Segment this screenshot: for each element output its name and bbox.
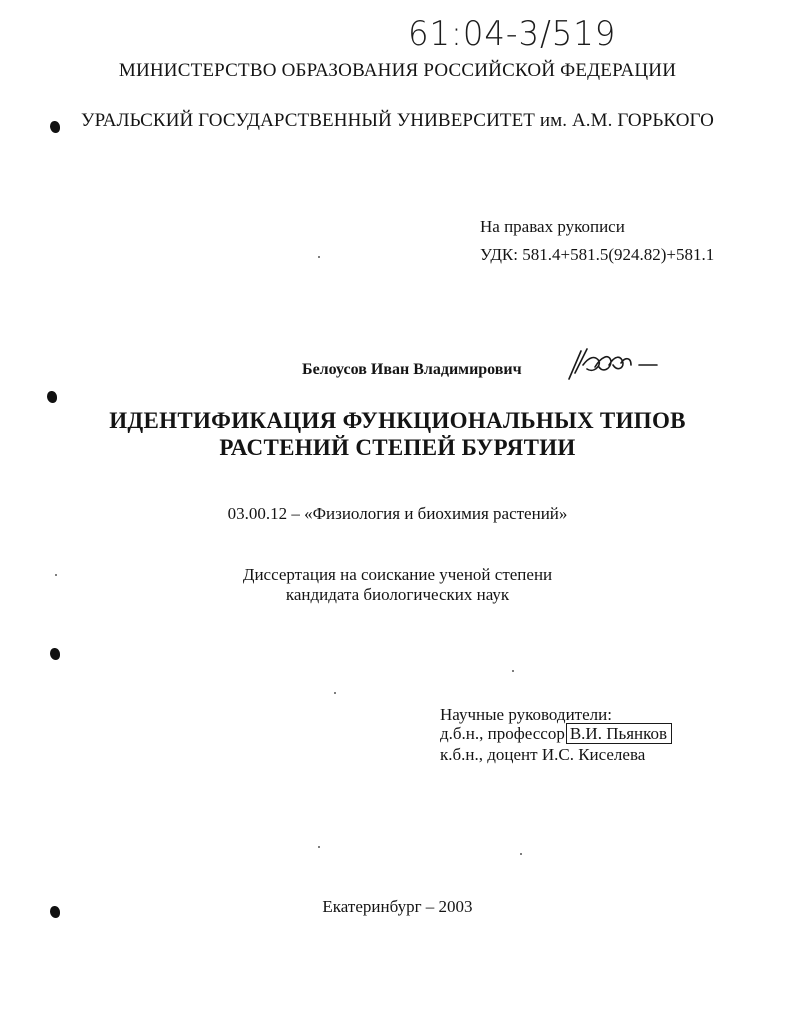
degree-line2: кандидата биологических наук [285, 585, 510, 604]
supervisor-first-title: д.б.н., профессор [440, 724, 565, 743]
scan-speck [318, 846, 320, 848]
scan-mark [50, 648, 60, 660]
supervisor-first [440, 724, 672, 744]
university-name: УРАЛЬСКИЙ ГОСУДАРСТВЕННЫЙ УНИВЕРСИТЕТ им. А.М. ГОРЬКОГО [81, 110, 714, 131]
scan-speck [55, 574, 57, 576]
supervisors-heading: Научные руководители: [440, 705, 612, 724]
author-name: Белоусов Иван Владимирович [302, 361, 522, 378]
dissertation-title-line1: ИДЕНТИФИКАЦИЯ ФУНКЦИОНАЛЬНЫХ ТИПОВ [109, 408, 686, 433]
author-signature [565, 343, 660, 385]
supervisor-second: к.б.н., доцент И.С. Киселева [440, 745, 646, 764]
archive-code-handwritten: 61:04-3/519 [408, 14, 617, 54]
ministry-name: МИНИСТЕРСТВО ОБРАЗОВАНИЯ РОССИЙСКОЙ ФЕДЕРАЦИИ [118, 60, 677, 81]
dissertation-title-line2: РАСТЕНИЙ СТЕПЕЙ БУРЯТИИ [219, 435, 576, 460]
scan-speck [520, 853, 522, 855]
scan-mark [50, 121, 60, 133]
scan-mark [50, 906, 60, 918]
manuscript-rights-note: На правах рукописи [480, 217, 625, 236]
scan-speck [334, 692, 336, 694]
degree-line1: Диссертация на соискание ученой степени [242, 565, 553, 584]
supervisor-first-name: В.И. Пьянков [566, 723, 672, 744]
specialty-code: 03.00.12 – «Физиология и биохимия растений» [227, 504, 568, 523]
scan-mark [47, 391, 57, 403]
city-year: Екатеринбург – 2003 [322, 897, 473, 916]
scan-speck [318, 256, 320, 258]
scan-speck [512, 670, 514, 672]
udc-code: УДК: 581.4+581.5(924.82)+581.1 [480, 245, 715, 264]
